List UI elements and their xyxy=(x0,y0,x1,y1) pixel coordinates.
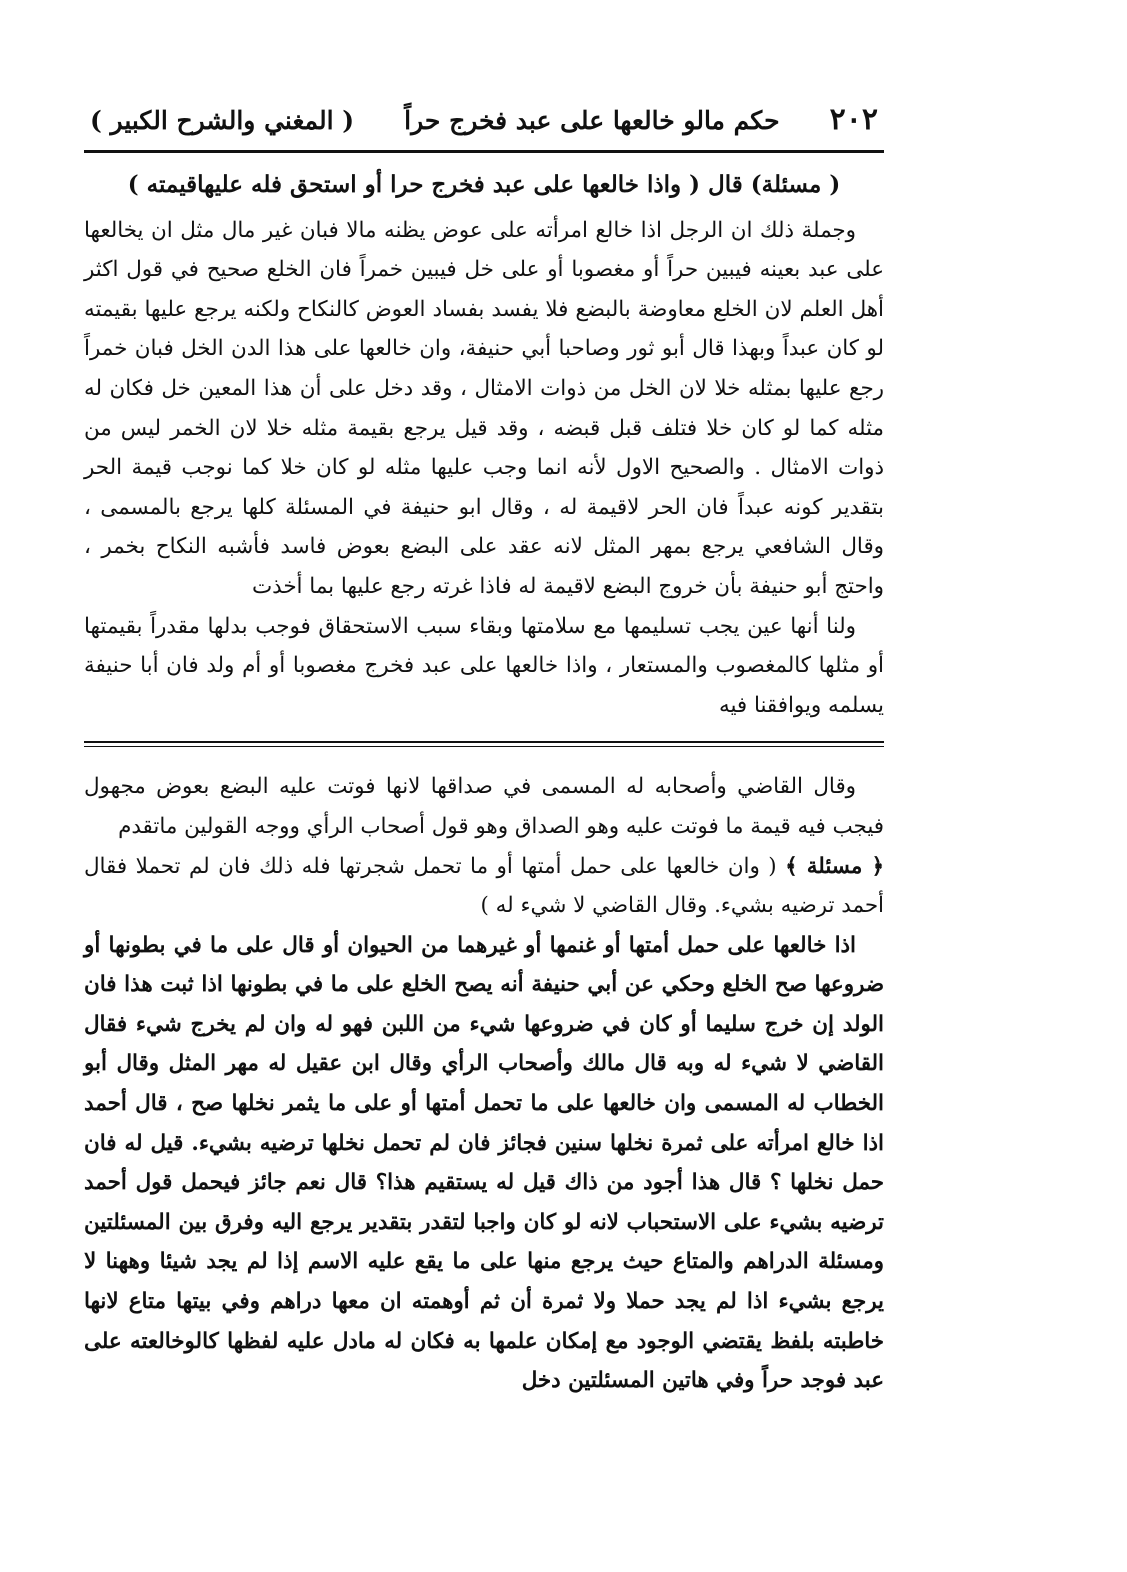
commentary-text xyxy=(84,767,884,1401)
header-rule xyxy=(84,150,884,153)
masala-title: ( مسئلة) قال ( واذا خالعها على عبد فخرج حرا أو استحق فله عليهاقيمته ) xyxy=(127,171,841,198)
main-text xyxy=(84,165,884,725)
section-divider xyxy=(84,741,884,747)
commentary-paragraph: وقال القاضي وأصحابه له المسمى في صداقها لانها فوتت عليه البضع بعوض مجهول فيجب فيه قيمة ما فوتت عليه وهو الصداق وهو قول أصحاب الرأي ووجه القولين ماتقدم xyxy=(84,774,884,839)
commentary-paragraph: اذا خالعها على حمل أمتها أو غنمها أو غيرهما من الحيوان أو قال على ما في بطونها أو ضروعها صح الخلع وحكي عن أبي حنيفة أنه يصح الخلع على ما في بطونها اذا ثبت هذا فان الولد إن خرج سليما أو كان في ضروعها شيء من اللبن فهو له وان لم يخرج شيء فقال القاضي لا شيء له وبه قال مالك وأصحاب الرأي وقال ابن عقيل له مهر المثل وقال أبو الخطاب له المسمى وان خالعها على ما تحمل أمتها أو على ما يثمر نخلها صح ، قال أحمد اذا خالع امرأته على ثمرة نخلها سنين فجائز فان لم تحمل نخلها ترضيه بشيء. قيل له فان حمل نخلها ؟ قال هذا أجود من ذاك قيل له يستقيم هذا؟ قال نعم جائز فيحمل قول أحمد ترضيه بشيء على الاستحباب لانه لو كان واجبا لتقدر بتقدير يرجع اليه وفرق بين المسئلتين ومسئلة الدراهم والمتاع حيث يرجع منها على ما يقع عليه الاسم إذا لم يجد شيئا وههنا لا يرجع بشيء اذا لم يجد حملا ولا ثمرة أن ثم أوهمته ان معها دراهم وفي بيتها متاع لانها خاطبته بلفظ يقتضي الوجود مع إمكان علمها به فكان له مادل عليه لفظها كالوخالعته على عبد فوجد حراً وفي هاتين المسئلتين دخل xyxy=(84,932,884,1394)
book-page xyxy=(84,102,884,1401)
page-number: ٢٠٢ xyxy=(829,102,878,137)
masala-text: ( وان خالعها على حمل أمتها أو ما تحمل شجرتها فله ذلك فان لم تحملا فقال أحمد ترضيه بشيء. وقال القاضي لا شيء له ) xyxy=(84,853,884,919)
commentary-masala xyxy=(84,847,884,926)
running-title: حكم مالو خالعها على عبد فخرج حراً xyxy=(404,106,780,135)
main-paragraph: وجملة ذلك ان الرجل اذا خالع امرأته على عوض يظنه مالا فبان غير مال مثل ان يخالعها على عبد بعينه فيبين حراً أو مغصوبا أو على خل فيبين خمراً فان الخلع صحيح في قول اكثر أهل العلم لان الخلع معاوضة بالبضع فلا يفسد بفساد العوض كالنكاح ولكنه يرجع عليها بقيمته لو كان عبداً وبهذا قال أبو ثور وصاحبا أبي حنيفة، وان خالعها على هذا الدن الخل فبان خمراً رجع عليها بمثله خلا لان الخل من ذوات الامثال ، وقد دخل على أن هذا المعين خل فكان له مثله كما لو كان خلا فتلف قبل قبضه ، وقد قيل يرجع بقيمة مثله خلا لان الخمر ليس من ذوات الامثال . والصحيح الاول لأنه انما وجب عليها مثله لو كان خلا كما نوجب قيمة الحر بتقدير كونه عبداً فان الحر لاقيمة له ، وقال ابو حنيفة في المسئلة كلها يرجع بالمسمى ، وقال الشافعي يرجع بمهر المثل لانه عقد على البضع بعوض فاسد فأشبه النكاح بخمر ، واحتج أبو حنيفة بأن خروج البضع لاقيمة له فاذا غرته رجع عليها بما أخذت xyxy=(84,217,885,599)
masala-heading: ﴿ مسئلة ﴾ xyxy=(785,853,884,879)
page-header xyxy=(84,102,884,148)
main-paragraph: ولنا أنها عين يجب تسليمها مع سلامتها وبقاء سبب الاستحقاق فوجب بدلها مقدراً بقيمتها أو مثلها كالمغصوب والمستعار ، واذا خالعها على عبد فخرج مغصوبا أو أم ولد فان أبا حنيفة يسلمه ويوافقنا فيه xyxy=(84,613,884,718)
book-title: ( المغني والشرح الكبير ) xyxy=(90,106,355,135)
